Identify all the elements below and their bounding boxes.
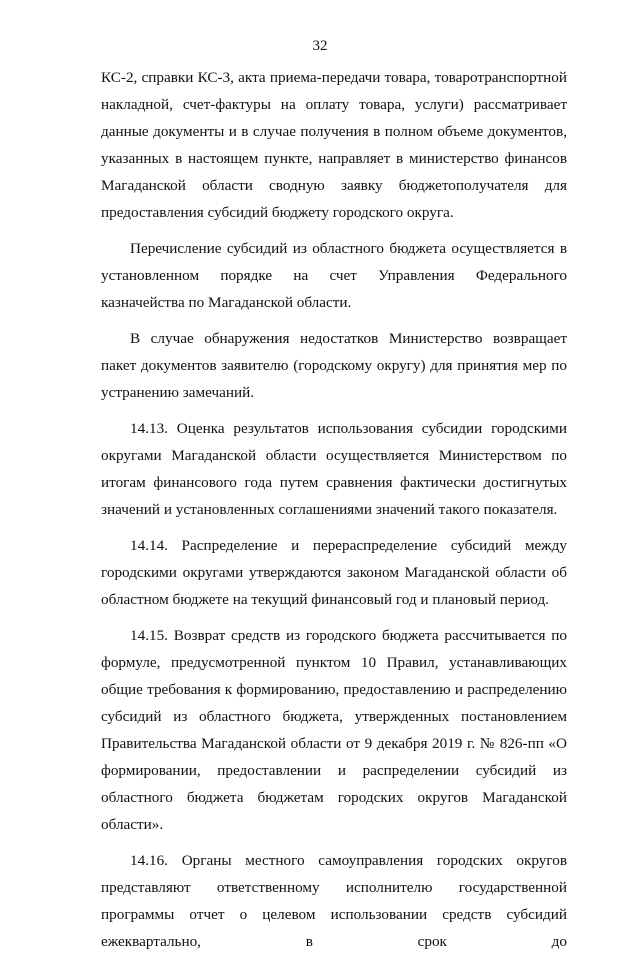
document-body	[101, 64, 567, 964]
paragraph-continuation: КС-2, справки КС-3, акта приема-передачи товара, товаротранспортной накладной, счет-фактуры на оплату товара, услуги) рассматривает данные документы и в случае получения в полном объеме документов, указанных в настоящем пункте, направляет в министерство финансов Магаданской области сводную заявку бюджетополучателя для предоставления субсидий бюджету городского округа.	[101, 69, 567, 221]
page-number: 32	[312, 38, 328, 54]
paragraph-14-14: 14.14. Распределение и перераспределение субсидий между городскими округами утверждаются законом Магаданской области об областном бюджете на текущий финансовый год и плановый период.	[101, 537, 567, 608]
paragraph-14-15: 14.15. Возврат средств из городского бюджета рассчитывается по формуле, предусмотренной пунктом 10 Правил, устанавливающих общие требования к формированию, предоставлению и распределению субсидий из областного бюджета, утвержденных постановлением Правительства Магаданской области от 9 декабря 2019 г. № 826-пп «О формировании, предоставлении и распределении субсидий из областного бюджета бюджетам городских округов Магаданской области».	[101, 627, 567, 833]
paragraph-14-13: 14.13. Оценка результатов использования субсидии городскими округами Магаданской области осуществляется Министерством по итогам финансового года путем сравнения фактически достигнутых значений и установленных соглашениями значений такого показателя.	[101, 420, 567, 518]
paragraph-deficiencies: В случае обнаружения недостатков Министерство возвращает пакет документов заявителю (городскому округу) для принятия мер по устранению замечаний.	[101, 330, 567, 401]
paragraph-transfer-of-subsidies: Перечисление субсидий из областного бюджета осуществляется в установленном порядке на счет Управления Федерального казначейства по Магаданской области.	[101, 240, 567, 311]
paragraph-14-16: 14.16. Органы местного самоуправления городских округов представляют ответственному исполнителю государственной программы отчет о целевом использовании средств субсидий ежеквартально, в срок до	[101, 852, 567, 950]
